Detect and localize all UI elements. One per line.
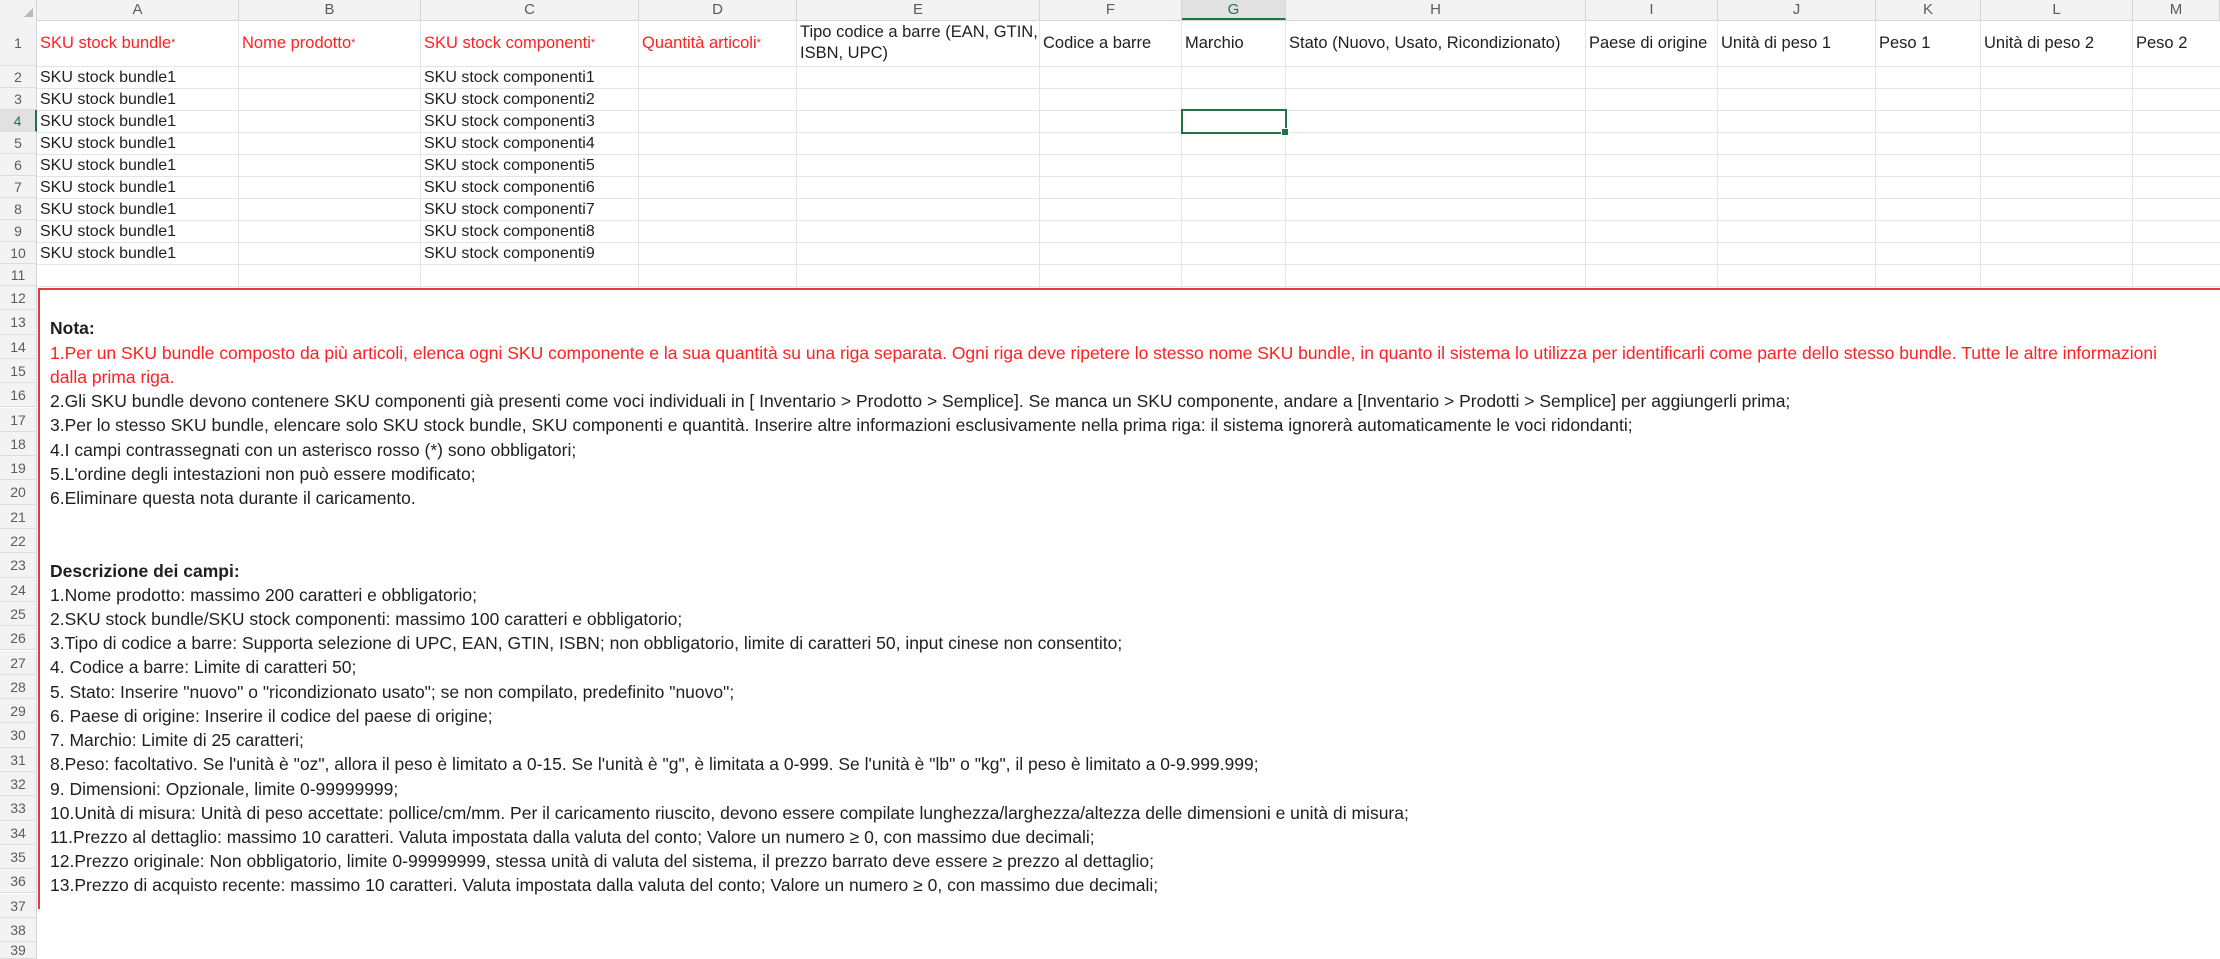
row-header-33[interactable]: 33 (0, 796, 37, 820)
header-codice-a-barre[interactable]: Codice a barre (1043, 33, 1152, 52)
header-sku-stock-bundle[interactable] (37, 20, 239, 66)
cell-a10[interactable]: SKU stock bundle1 (40, 245, 177, 262)
cell-c7[interactable]: SKU stock componenti6 (424, 179, 595, 196)
row-header-39[interactable]: 39 (0, 942, 37, 959)
cell-c8[interactable]: SKU stock componenti7 (424, 201, 595, 218)
field-desc-5: 5. Stato: Inserire "nuovo" o "ricondizionato usato"; se non compilato, predefinito "nuovo"; (50, 682, 735, 702)
note-line-6: 6.Eliminare questa nota durante il caricamento. (50, 488, 416, 508)
column-header-d[interactable]: D (639, 0, 797, 20)
row-header-24[interactable]: 24 (0, 578, 37, 602)
header-stato[interactable]: Stato (Nuovo, Usato, Ricondizionato) (1289, 33, 1561, 52)
column-header-l[interactable]: L (1981, 0, 2133, 20)
row-header-5[interactable]: 5 (0, 132, 37, 154)
header-sku-stock-componenti[interactable] (421, 20, 639, 66)
select-all-button[interactable] (0, 0, 37, 20)
grid-row-line (37, 286, 2220, 287)
note-line-1-cont: dalla prima riga. (50, 367, 175, 387)
grid-row-line (37, 154, 2220, 155)
cell-c9[interactable]: SKU stock componenti8 (424, 223, 595, 240)
header-label: SKU stock bundle (40, 33, 172, 52)
field-desc-3: 3.Tipo di codice a barre: Supporta selezione di UPC, EAN, GTIN, ISBN; non obbligatorio, limite di caratteri 50, input cinese non consentito; (50, 633, 1123, 653)
row-header-20[interactable]: 20 (0, 480, 37, 504)
column-header-b[interactable]: B (239, 0, 421, 20)
row-header-15[interactable]: 15 (0, 359, 37, 383)
cell-c4[interactable]: SKU stock componenti3 (424, 113, 595, 130)
row-header-32[interactable]: 32 (0, 772, 37, 796)
row-header-10[interactable]: 10 (0, 242, 37, 264)
cell-c5[interactable]: SKU stock componenti4 (424, 135, 595, 152)
grid-row-line (37, 66, 2220, 67)
row-header-6[interactable]: 6 (0, 154, 37, 176)
row-header-4[interactable]: 4 (0, 110, 37, 132)
required-asterisk: * (351, 36, 356, 49)
grid-row-line (37, 88, 2220, 89)
header-label: SKU stock componenti (424, 33, 591, 52)
field-desc-12: 12.Prezzo originale: Non obbligatorio, limite 0-99999999, stessa unità di valuta del sistema, il prezzo barrato deve essere ≥ prezzo al dettaglio; (50, 851, 1154, 871)
row-header-1[interactable]: 1 (0, 20, 37, 66)
header-peso-1[interactable]: Peso 1 (1879, 33, 1931, 52)
grid-row-line (37, 110, 2220, 111)
cell-a2[interactable]: SKU stock bundle1 (40, 69, 177, 86)
row-header-23[interactable]: 23 (0, 553, 37, 577)
grid-row-line (37, 176, 2220, 177)
column-header-j[interactable]: J (1718, 0, 1876, 20)
header-paese-di-origine[interactable]: Paese di origine (1589, 33, 1708, 52)
cell-a7[interactable]: SKU stock bundle1 (40, 179, 177, 196)
row-header-31[interactable]: 31 (0, 748, 37, 772)
field-desc-1: 1.Nome prodotto: massimo 200 caratteri e obbligatorio; (50, 585, 478, 605)
grid-row-line (37, 220, 2220, 221)
row-header-9[interactable]: 9 (0, 220, 37, 242)
column-header-c[interactable]: C (421, 0, 639, 20)
row-header-21[interactable]: 21 (0, 505, 37, 529)
row-header-19[interactable]: 19 (0, 456, 37, 480)
header-label: Quantità articoli (642, 33, 757, 52)
header-marchio[interactable]: Marchio (1185, 33, 1244, 52)
field-desc-6: 6. Paese di origine: Inserire il codice del paese di origine; (50, 706, 493, 726)
grid-row-line (37, 264, 2220, 265)
field-desc-4: 4. Codice a barre: Limite di caratteri 50; (50, 657, 357, 677)
column-header-i[interactable]: I (1586, 0, 1718, 20)
header-unita-di-peso-2[interactable]: Unità di peso 2 (1984, 33, 2095, 52)
required-asterisk: * (756, 36, 761, 49)
header-nome-prodotto[interactable] (239, 20, 421, 66)
row-header-37[interactable]: 37 (0, 894, 37, 918)
note-title: Nota: (50, 318, 95, 338)
row-header-28[interactable]: 28 (0, 675, 37, 699)
field-desc-9: 9. Dimensioni: Opzionale, limite 0-99999999; (50, 779, 399, 799)
note-line-5: 5.L'ordine degli intestazioni non può essere modificato; (50, 464, 476, 484)
row-header-25[interactable]: 25 (0, 602, 37, 626)
cell-a3[interactable]: SKU stock bundle1 (40, 91, 177, 108)
row-header-22[interactable]: 22 (0, 529, 37, 553)
required-asterisk: * (590, 36, 596, 49)
row-header-2[interactable]: 2 (0, 66, 37, 88)
row-header-7[interactable]: 7 (0, 176, 37, 198)
header-peso-2[interactable]: Peso 2 (2136, 33, 2188, 52)
row-header-12[interactable]: 12 (0, 286, 37, 310)
header-quantita-articoli[interactable] (639, 20, 797, 66)
cell-a5[interactable]: SKU stock bundle1 (40, 135, 177, 152)
row-header-36[interactable]: 36 (0, 869, 37, 893)
row-header-14[interactable]: 14 (0, 335, 37, 359)
row-header-17[interactable]: 17 (0, 408, 37, 432)
active-cell-g4[interactable] (1181, 109, 1287, 134)
row-header-27[interactable]: 27 (0, 651, 37, 675)
row-header-16[interactable]: 16 (0, 383, 37, 407)
header-unita-di-peso-1[interactable]: Unità di peso 1 (1721, 33, 1832, 52)
header-label: Nome prodotto (242, 33, 352, 52)
row-header-30[interactable]: 30 (0, 723, 37, 747)
field-desc-11: 11.Prezzo al dettaglio: massimo 10 caratteri. Valuta impostata dalla valuta del conto; Valore un numero ≥ 0, con massimo due decimali; (50, 827, 1095, 847)
required-asterisk: * (171, 36, 176, 49)
column-header-a[interactable]: A (37, 0, 239, 20)
field-desc-7: 7. Marchio: Limite di 25 caratteri; (50, 730, 304, 750)
row-header-11[interactable]: 11 (0, 264, 37, 286)
cell-a8[interactable]: SKU stock bundle1 (40, 201, 177, 218)
row-header-8[interactable]: 8 (0, 198, 37, 220)
row-header-29[interactable]: 29 (0, 699, 37, 723)
field-desc-10: 10.Unità di misura: Unità di peso accettate: pollice/cm/mm. Per il caricamento riuscito, devono essere compilate lunghezza/larghezza/altezza delle dimensioni e unità di misura; (50, 803, 1409, 823)
column-header-h[interactable]: H (1286, 0, 1586, 20)
grid-row-line (37, 132, 2220, 133)
select-all-triangle-icon (24, 8, 33, 17)
column-header-m[interactable]: M (2133, 0, 2220, 20)
row-header-35[interactable]: 35 (0, 845, 37, 869)
cell-c6[interactable]: SKU stock componenti5 (424, 157, 595, 174)
note-line-4: 4.I campi contrassegnati con un asterisco rosso (*) sono obbligatori; (50, 440, 577, 460)
column-header-g[interactable]: G (1182, 0, 1286, 20)
row-header-38[interactable]: 38 (0, 918, 37, 942)
cell-a4[interactable]: SKU stock bundle1 (40, 113, 177, 130)
row-header-34[interactable]: 34 (0, 821, 37, 845)
column-header-f[interactable]: F (1040, 0, 1182, 20)
row-header-18[interactable]: 18 (0, 432, 37, 456)
row-header-13[interactable]: 13 (0, 310, 37, 334)
column-header-e[interactable]: E (797, 0, 1040, 20)
header-tipo-codice-a-barre[interactable]: Tipo codice a barre (EAN, GTIN, ISBN, UPC) (800, 23, 1038, 62)
row-header-3[interactable]: 3 (0, 88, 37, 110)
grid-row-line (37, 198, 2220, 199)
cell-a9[interactable]: SKU stock bundle1 (40, 223, 177, 240)
fill-handle[interactable] (1281, 128, 1289, 136)
cell-c10[interactable]: SKU stock componenti9 (424, 245, 595, 262)
column-header-k[interactable]: K (1876, 0, 1981, 20)
cell-c2[interactable]: SKU stock componenti1 (424, 69, 595, 86)
note-line-1: 1.Per un SKU bundle composto da più articoli, elenca ogni SKU componente e la sua quantità su una riga separata. Ogni riga deve ripetere lo stesso nome SKU bundle, in quanto il sistema lo utilizza per identificarli come parte dello stesso bundle. Tutte le altre informazioni (50, 343, 2158, 363)
cell-c3[interactable]: SKU stock componenti2 (424, 91, 595, 108)
field-desc-2: 2.SKU stock bundle/SKU stock componenti: massimo 100 caratteri e obbligatorio; (50, 609, 683, 629)
field-desc-8: 8.Peso: facoltativo. Se l'unità è "oz", allora il peso è limitato a 0-15. Se l'unità è "g", è limitata a 0-999. Se l'unità è "lb" o "kg", il peso è limitato a 0-9.999.999; (50, 754, 1259, 774)
row-header-26[interactable]: 26 (0, 626, 37, 650)
note-line-3: 3.Per lo stesso SKU bundle, elencare solo SKU stock bundle, SKU componenti e quantità. Inserire altre informazioni esclusivamente nella prima riga: il sistema ignorerà automaticamente le voci ridondanti; (50, 415, 1633, 435)
field-desc-13: 13.Prezzo di acquisto recente: massimo 10 caratteri. Valuta impostata dalla valuta del conto; Valore un numero ≥ 0, con massimo due decimali; (50, 875, 1159, 895)
grid-row-line (37, 242, 2220, 243)
note-line-2: 2.Gli SKU bundle devono contenere SKU componenti già presenti come voci individuali in [ Inventario > Prodotto > Semplice]. Se manca un SKU componente, andare a [Inventario > Prodotti > Semplice] per aggiungerli prima; (50, 391, 1791, 411)
field-desc-title: Descrizione dei campi: (50, 561, 240, 581)
cell-a6[interactable]: SKU stock bundle1 (40, 157, 177, 174)
